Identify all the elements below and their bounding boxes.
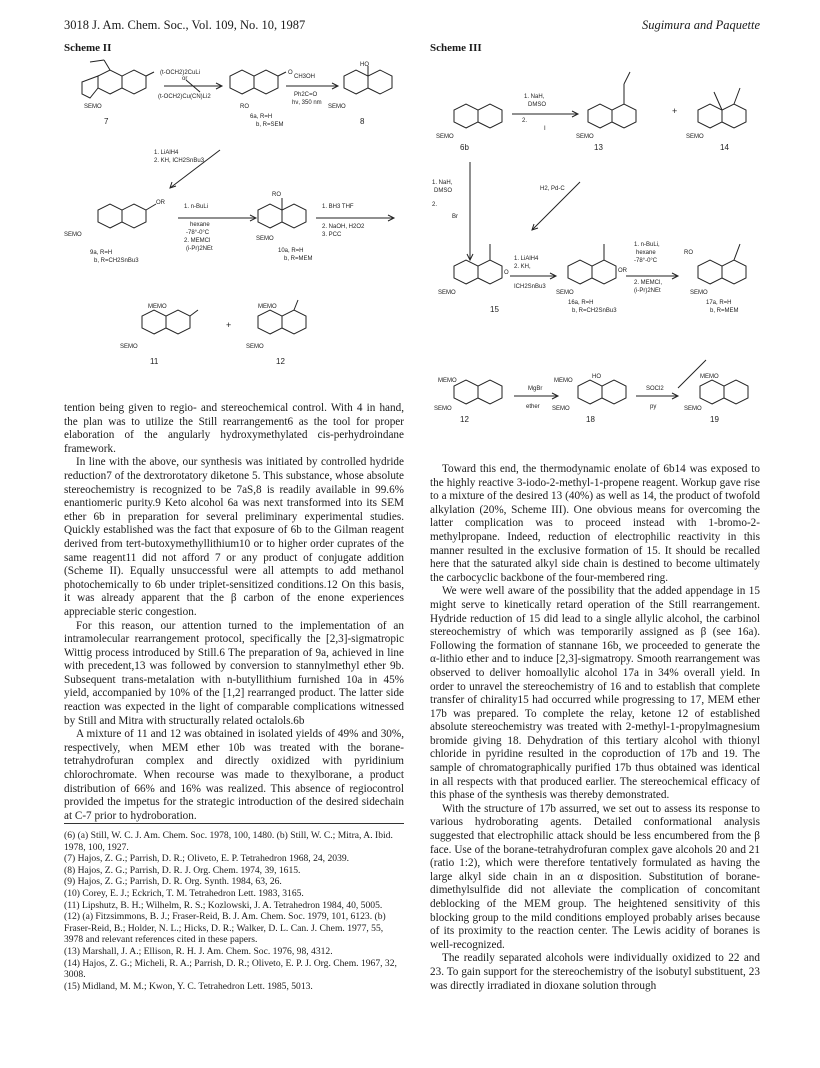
label-ro-6: RO	[240, 104, 249, 110]
right-column-text	[430, 463, 760, 993]
structure-7-ring-c	[82, 76, 98, 98]
structure-6b-ring-a	[454, 104, 478, 128]
structure-15-ring-a	[454, 260, 478, 284]
structure-16-ring-a	[568, 260, 592, 284]
compound-9b: b, R=CH2SnBu3	[94, 258, 139, 264]
reagent-3e-2: ether	[526, 404, 540, 410]
reference-11: (11) Lipshutz, B. H.; Wilhelm, R. S.; Kozlowski, J. A. Tetrahedron 1984, 40, 5005.	[64, 899, 383, 911]
reagent-2a-3: (t-OCH2)Cu(CN)Li2	[158, 94, 211, 100]
label-semo-18: SEMO	[552, 406, 570, 412]
structure-11-ring-b	[166, 310, 190, 334]
scheme-2-title: Scheme II	[64, 42, 112, 54]
compound-17a: 17a, R=H	[706, 300, 732, 306]
scheme-2	[60, 58, 410, 394]
label-semo-10: SEMO	[256, 236, 274, 242]
reagent-2c-2: 2. KH, ICH2SnBu3	[154, 158, 205, 164]
structure-10-ring-b	[282, 204, 306, 228]
compound-16b: b, R=CH2SnBu3	[572, 308, 617, 314]
right-paragraph-4: The readily separated alcohols were individually oxidized to 22 and 23. To gain support for the stereochemistry of the isobutyl substituent, 23 was directly irradiated in dioxane solution through	[430, 952, 760, 992]
reagent-2d-1: 1. n-BuLi	[184, 204, 209, 210]
scheme-3	[430, 58, 770, 424]
reagent-3b-3: 2.	[432, 202, 438, 208]
reagent-3c-2: 2. KH,	[514, 264, 531, 270]
left-column-text	[64, 402, 404, 823]
reagent-2d-3: -78°-0°C	[186, 230, 210, 236]
label-ro-17: RO	[684, 250, 693, 256]
label-memo-12-bottom: MEMO	[438, 378, 457, 384]
running-header	[64, 18, 760, 34]
label-memo-11: MEMO	[148, 304, 167, 310]
plus-sign-2: +	[226, 320, 232, 330]
reagent-3d-5: (i-Pr)2NEt	[634, 288, 661, 294]
structure-11-ring-a	[142, 310, 166, 334]
structure-17-ring-a	[698, 260, 722, 284]
structure-13-ring-a	[588, 104, 612, 128]
structure-7-ring-a	[98, 70, 122, 94]
label-memo-18: MEMO	[554, 378, 573, 384]
left-paragraph-3: For this reason, our attention turned to the implementation of an intramolecular rearrangement protocol, specifically the [2,3]-sigmatropic Wittig process introduced by Still.6 The preparation of 9a, achieved in line with precedent,13 was followed by conversion to stannylmethyl ether 9b. Subsequent trans-metalation with n-butyllithium furnished 10a in 45% yield, accompanied by 10% of the [1,2] rearranged product. The latter side reaction was expected in the light of comparable complications witnessed by Still and Mitra with structurally related octalols.6b	[64, 619, 404, 727]
label-semo-19: SEMO	[684, 406, 702, 412]
structure-7-ring-b	[122, 70, 146, 94]
label-memo-12: MEMO	[258, 304, 277, 310]
structure-8-ring-a	[344, 70, 368, 94]
reagent-2d-4: 2. MEMCl	[184, 238, 211, 244]
reagent-2b-2: Ph2C=O	[294, 92, 318, 98]
right-paragraph-2: We were well aware of the possibility that the added appendage in 15 might serve to kinetically retard operation of the Still rearrangement. Hydride reduction of 15 did lead to a single allylic alcohol, the carbinol stereochemistry of which was temporarily assigned as β (see 16a). Following the formation of stannane 16b, we proceeded to generate the α-lithio ether and to induce [2,3]-sigmatropy. Smooth rearrangement was observed to deliver homoallylic alcohol 17a in 34% overall yield. In order to unravel the stereochemistry of 16 and to establish that complete transfer of chirality15 had occurred while progressing to 17, MEM ether 17b was prepared. To complete the relay, ketone 12 of established absolute stereochemistry was treated with 2-methyl-1-propylmagnesium bromide giving 18. Dehydration of this tertiary alcohol with thionyl chloride in pyridine resulted in the coproduction of 17b and 19. The sample of chromatographically purified 17b thus obtained was identical in all respects with that produced earlier. The stereochemical efficacy of this phase of the synthesis was thereby demonstrated.	[430, 585, 760, 802]
reagent-3c-1: 1. LiAlH4	[514, 256, 539, 262]
structure-14-ring-b	[722, 104, 746, 128]
structure-12-ring-b	[282, 310, 306, 334]
reagent-3-h2: H2, Pd-C	[540, 186, 565, 192]
reagent-2a-2: or	[182, 76, 188, 82]
reagent-2e-1: 1. BH3 THF	[322, 204, 354, 210]
reference-15: (15) Midland, M. M.; Kwon, Y. C. Tetrahedron Lett. 1985, 5013.	[64, 980, 313, 992]
compound-8: 8	[360, 117, 365, 126]
compound-10b: b, R=MEM	[284, 256, 313, 262]
header-journal: 3018 J. Am. Chem. Soc., Vol. 109, No. 10, 1987	[64, 18, 306, 32]
left-paragraph-4: A mixture of 11 and 12 was obtained in isolated yields of 49% and 30%, respectively, when MEM ether 10b was treated with the borane-tetrahydrofuran complex and directly oxidized with pyridinium chlorochromate. When recourse was made to thexylborane, a product distribution of 66% and 16% was realized. This absence of regiocontrol provided the impetus for the strategic introduction of the desired sidechain at C-7 prior to hydroboration.	[64, 728, 404, 822]
structure-18-ring-b	[602, 380, 626, 404]
reference-12: (12) (a) Fitzsimmons, B. J.; Fraser-Reid, B. J. Am. Chem. Soc. 1979, 101, 6123. (b) Fraser-Reid, B.; Holder, N. L.; Hicks, D. R.; Walker, D. L. Can. J. Chem. 1977, 55, 3978 and relevant references cited in these papers.	[64, 911, 386, 946]
plus-sign-3: +	[672, 106, 678, 116]
compound-12: 12	[276, 357, 285, 366]
compound-6b: b, R=SEM	[256, 122, 284, 128]
structure-19-ring-a	[700, 380, 724, 404]
compound-14: 14	[720, 143, 729, 152]
label-semo-12-bottom: SEMO	[434, 406, 452, 412]
reagent-2d-2: hexane	[190, 222, 210, 228]
compound-17b: b, R=MEM	[710, 308, 739, 314]
label-semo-6b: SEMO	[436, 134, 454, 140]
structure-16-ring-b	[592, 260, 616, 284]
reference-10: (10) Corey, E. J.; Eckrich, T. M. Tetrahedron Lett. 1983, 3165.	[64, 887, 304, 899]
reagent-2a-1: (t-OCH2)2CuLi	[160, 70, 201, 76]
right-paragraph-1: Toward this end, the thermodynamic enolate of 6b14 was exposed to the highly reactive 3-iodo-2-methyl-1-propene reagent. Workup gave rise to a mixture of the desired 13 (40%) as well as 14, the product of twofold alkylation (20%, Scheme III). One obvious means for overcoming the latter complication was to proceed instead with 1-bromo-2-methylpropane. Indeed, reduction of electrophilic reactivity in this manner resulted in the exclusive formation of 15. It should be recalled here that the saturated alkyl side chain is destined to become ultimately the carbocyclic backbone of the four-membered ring.	[430, 463, 760, 584]
label-semo-15: SEMO	[438, 290, 456, 296]
label-semo-13: SEMO	[576, 134, 594, 140]
reagent-3b-br: Br	[452, 214, 458, 220]
structure-15-ring-b	[478, 260, 502, 284]
reagent-2d-5: (i-Pr)2NEt	[186, 246, 213, 252]
header-authors: Sugimura and Paquette	[641, 18, 760, 32]
structure-12-bottom-ring-a	[454, 380, 478, 404]
compound-13: 13	[594, 143, 603, 152]
reference-9: (9) Hajos, Z. G.; Parrish, D. R. Org. Synth. 1984, 63, 26.	[64, 876, 282, 888]
reagent-2e-3: 3. PCC	[322, 232, 342, 238]
label-o-15: O	[504, 270, 509, 276]
reagent-3d-3: -78°-0°C	[634, 258, 658, 264]
structure-9-ring-a	[98, 204, 122, 228]
reference-8: (8) Hajos, Z. G.; Parrish, D. R. J. Org. Chem. 1974, 39, 1615.	[64, 864, 301, 876]
compound-18: 18	[586, 415, 595, 424]
structure-14-ring-a	[698, 104, 722, 128]
label-memo-19: MEMO	[700, 374, 719, 380]
label-ho-8: HO	[360, 62, 369, 68]
compound-12-bottom: 12	[460, 415, 469, 424]
compound-11: 11	[150, 357, 159, 366]
structure-6-ring-b	[254, 70, 278, 94]
reagent-3a-i: I	[544, 126, 546, 132]
label-semo-8: SEMO	[328, 104, 346, 110]
reference-14: (14) Hajos, Z. G.; Micheli, R. A.; Parrish, D. R.; Oliveto, E. P. J. Org. Chem. 1967, 32, 3008.	[64, 957, 397, 981]
reagent-3f-2: py	[650, 404, 657, 410]
label-semo-17: SEMO	[690, 290, 708, 296]
compound-10a: 10a, R=H	[278, 248, 304, 254]
reagent-3c-3: ICH2SnBu3	[514, 284, 546, 290]
label-or-16: OR	[618, 268, 627, 274]
scheme-3-title: Scheme III	[430, 42, 482, 54]
compound-6a: 6a, R=H	[250, 114, 273, 120]
reagent-3a-3: 2.	[522, 118, 528, 124]
structure-6-ring-a	[230, 70, 254, 94]
structure-12-ring-a	[258, 310, 282, 334]
reference-13: (13) Marshall, J. A.; Ellison, R. H. J. Am. Chem. Soc. 1976, 98, 4312.	[64, 945, 333, 957]
structure-13-ring-b	[612, 104, 636, 128]
reagent-2b-3: hν, 350 nm	[292, 100, 322, 106]
reagent-3b-1: 1. NaH,	[432, 180, 453, 186]
label-semo-12: SEMO	[246, 344, 264, 350]
structure-17-ring-b	[722, 260, 746, 284]
reagent-3d-4: 2. MEMCl,	[634, 280, 663, 286]
structure-12-bottom-ring-b	[478, 380, 502, 404]
reagent-3a-2: DMSO	[528, 102, 546, 108]
label-semo-9: SEMO	[64, 232, 82, 238]
reagent-3b-2: DMSO	[434, 188, 452, 194]
left-paragraph-1: tention being given to regio- and stereochemical control. With 4 in hand, the plan was to utilize the Still rearrangement6 as the tool for proper elaboration of the angularly hydroxymethylated cis-perhydroindane framework.	[64, 402, 404, 455]
label-o-6: O	[288, 70, 293, 76]
reagent-3a-1: 1. NaH,	[524, 94, 545, 100]
label-ro-10: RO	[272, 192, 281, 198]
structure-9-ring-b	[122, 204, 146, 228]
compound-6b: 6b	[460, 143, 469, 152]
references	[64, 823, 404, 992]
label-semo-11: SEMO	[120, 344, 138, 350]
reagent-2e-2: 2. NaOH, H2O2	[322, 224, 365, 230]
compound-16a: 16a, R=H	[568, 300, 594, 306]
label-semo-16: SEMO	[556, 290, 574, 296]
reagent-3f-1: SOCl2	[646, 386, 664, 392]
left-paragraph-2: In line with the above, our synthesis was initiated by controlled hydride reduction7 of the dextrorotatory diketone 5. This substance, whose absolute stereochemistry is recognized to be 7aS,8 is readily available in 99.6% enantiomeric purity.9 Keto alcohol 6a was next transformed into its SEM ether 6b in preparation for several preliminary experimental studies. Quickly established was the fact that exposure of 6b to the Gilman reagent derived from tert-butoxymethyllithium10 or to higher order cuprates of the same reagent11 did not afford 7 or any product of conjugate addition (Scheme II). Equally unsuccessful were all attempts to add methanol photochemically to 6b under triplet-sensitized conditions.12 On this basis, it was already apparent that the β carbon of the enone experiences appreciable steric congestion.	[64, 456, 404, 618]
reagent-2c-1: 1. LiAlH4	[154, 150, 179, 156]
label-semo-7: SEMO	[84, 104, 102, 110]
structure-8-ring-b	[368, 70, 392, 94]
reference-7: (7) Hajos, Z. G.; Parrish, D. R.; Oliveto, E. P. Tetrahedron 1968, 24, 2039.	[64, 853, 350, 865]
structure-18-ring-a	[578, 380, 602, 404]
structure-10-ring-a	[258, 204, 282, 228]
compound-15: 15	[490, 305, 499, 314]
reagent-2b-1: CH3OH	[294, 74, 316, 80]
reference-6: (6) (a) Still, W. C. J. Am. Chem. Soc. 1978, 100, 1480. (b) Still, W. C.; Mitra, A. Ibid. 1978, 100, 1927.	[64, 830, 393, 853]
compound-7: 7	[104, 117, 109, 126]
structure-6b-ring-b	[478, 104, 502, 128]
label-or-9: OR	[156, 200, 165, 206]
label-ho-18: HO	[592, 374, 601, 380]
reagent-3d-2: hexane	[636, 250, 656, 256]
right-paragraph-3: With the structure of 17b assurred, we set out to assess its response to various hydroborating agents. Detailed conformational analysis suggested that electrophilic attack should be less encumbered from the β face. Use of the borane-tetrahydrofuran complex gave alcohols 20 and 21 (ratio 1:2), which were therefore tentatively formulated as having the large alkyl side chain in an α disposition. Substitution of borane-dimethylsulfide did not alleviate the complication of concomitant deblocking of the MEM group. The heightened sensitivity of this blocking group to the mild conditions employed probably arises because of its proximity to the reaction center. The Lewis acidity of boranes is well-recognized.	[430, 802, 760, 951]
reagent-3d-1: 1. n-BuLi,	[634, 242, 660, 248]
structure-19-ring-b	[724, 380, 748, 404]
label-semo-14: SEMO	[686, 134, 704, 140]
compound-19: 19	[710, 415, 719, 424]
reagent-3e-1: MgBr	[528, 386, 543, 392]
compound-9a: 9a, R=H	[90, 250, 113, 256]
